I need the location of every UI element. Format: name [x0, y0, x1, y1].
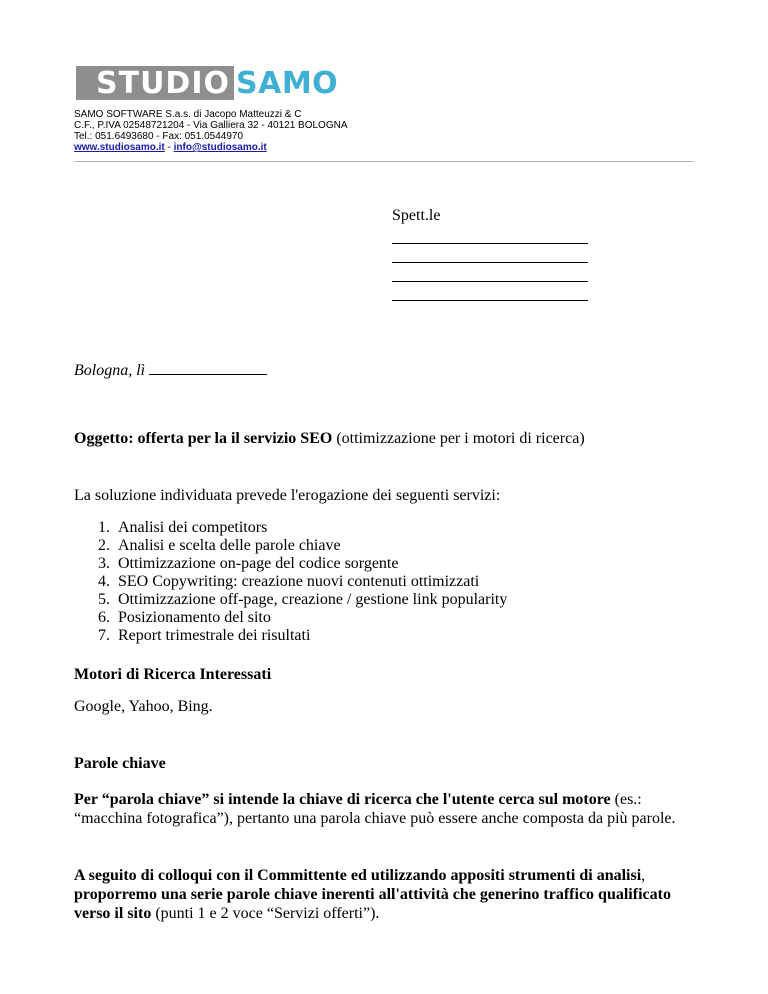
list-text: SEO Copywriting: creazione nuovi contenuti ottimizzati [118, 573, 480, 590]
list-text: Analisi dei competitors [118, 519, 268, 536]
list-text: Posizionamento del sito [118, 609, 271, 626]
list-number: 5. [98, 591, 110, 608]
company-links [74, 142, 348, 153]
list-text: Analisi e scelta delle parole chiave [118, 537, 341, 554]
list-item [74, 591, 696, 609]
recipient-label: Spett.le [392, 207, 441, 224]
header-divider [74, 161, 694, 162]
website-link[interactable]: www.studiosamo.it [74, 142, 165, 153]
company-info [74, 109, 348, 153]
list-text: Report trimestrale dei risultati [118, 627, 311, 644]
list-number: 6. [98, 609, 110, 626]
keywords-p2-bold2: proporremo una serie parole chiave inerenti all'attività che generino traffico qualificato verso il sito [74, 886, 671, 922]
list-item [74, 555, 696, 573]
list-item [74, 537, 696, 555]
list-item [74, 519, 696, 537]
services-list [74, 519, 696, 645]
keywords-paragraph-2 [74, 866, 696, 923]
subject-normal: (ottimizzazione per i motori di ricerca) [332, 430, 585, 447]
subject-bold: Oggetto: offerta per la il servizio SEO [74, 430, 333, 447]
list-number: 3. [98, 555, 110, 572]
list-number: 1. [98, 519, 110, 536]
keywords-p2-comma: , [641, 867, 646, 884]
logo-left-text: STUDIO [76, 66, 234, 100]
engines-text: Google, Yahoo, Bing. [74, 698, 213, 715]
intro-text: La soluzione individuata prevede l'erogazione dei seguenti servizi: [74, 487, 501, 504]
date-blank [149, 360, 267, 375]
keywords-p2-normal: (punti 1 e 2 voce “Servizi offerti”). [151, 905, 380, 922]
list-item [74, 627, 696, 645]
services-list-wrap [74, 519, 696, 645]
keywords-p2-bold: A seguito di colloqui con il Committente ed utilizzando appositi strumenti di analisi [74, 867, 642, 884]
engines-heading-text: Motori di Ricerca Interessati [74, 666, 272, 683]
logo-right-text: SAMO [236, 65, 339, 101]
company-line-1: SAMO SOFTWARE S.a.s. di Jacopo Matteuzzi & C [74, 109, 302, 120]
company-line-3: Tel.: 051.6493680 - Fax: 051.0544970 [74, 131, 244, 142]
studiosamo-logo [76, 66, 338, 100]
keywords-heading-text: Parole chiave [74, 755, 166, 772]
recipient-blank-line [392, 263, 588, 282]
date-label: Bologna, lì [74, 362, 150, 379]
links-separator: - [164, 142, 174, 153]
subject [74, 429, 696, 448]
recipient-blank-line [392, 225, 588, 244]
list-number: 2. [98, 537, 110, 554]
engines-heading [74, 665, 696, 684]
keywords-p1-bold: Per “parola chiave” si intende la chiave di ricerca che l'utente cerca sul motore [74, 791, 611, 808]
list-item [74, 609, 696, 627]
keywords-paragraph-1 [74, 790, 696, 828]
keywords-heading [74, 754, 696, 773]
date-line [74, 360, 267, 380]
company-line-2: C.F., P.IVA 02548721204 - Via Galliera 32 - 40121 BOLOGNA [74, 120, 348, 131]
recipient-block [392, 206, 588, 301]
list-number: 7. [98, 627, 110, 644]
recipient-blank-line [392, 282, 588, 301]
email-link[interactable]: info@studiosamo.it [173, 142, 267, 153]
keywords-p1-normal: (es.: “macchina fotografica”), pertanto una parola chiave può essere anche composta da più parole. [74, 791, 676, 827]
recipient-blank-line [392, 244, 588, 263]
list-text: Ottimizzazione off-page, creazione / gestione link popularity [118, 591, 508, 608]
list-item [74, 573, 696, 591]
list-text: Ottimizzazione on-page del codice sorgente [118, 555, 399, 572]
list-number: 4. [98, 573, 110, 590]
